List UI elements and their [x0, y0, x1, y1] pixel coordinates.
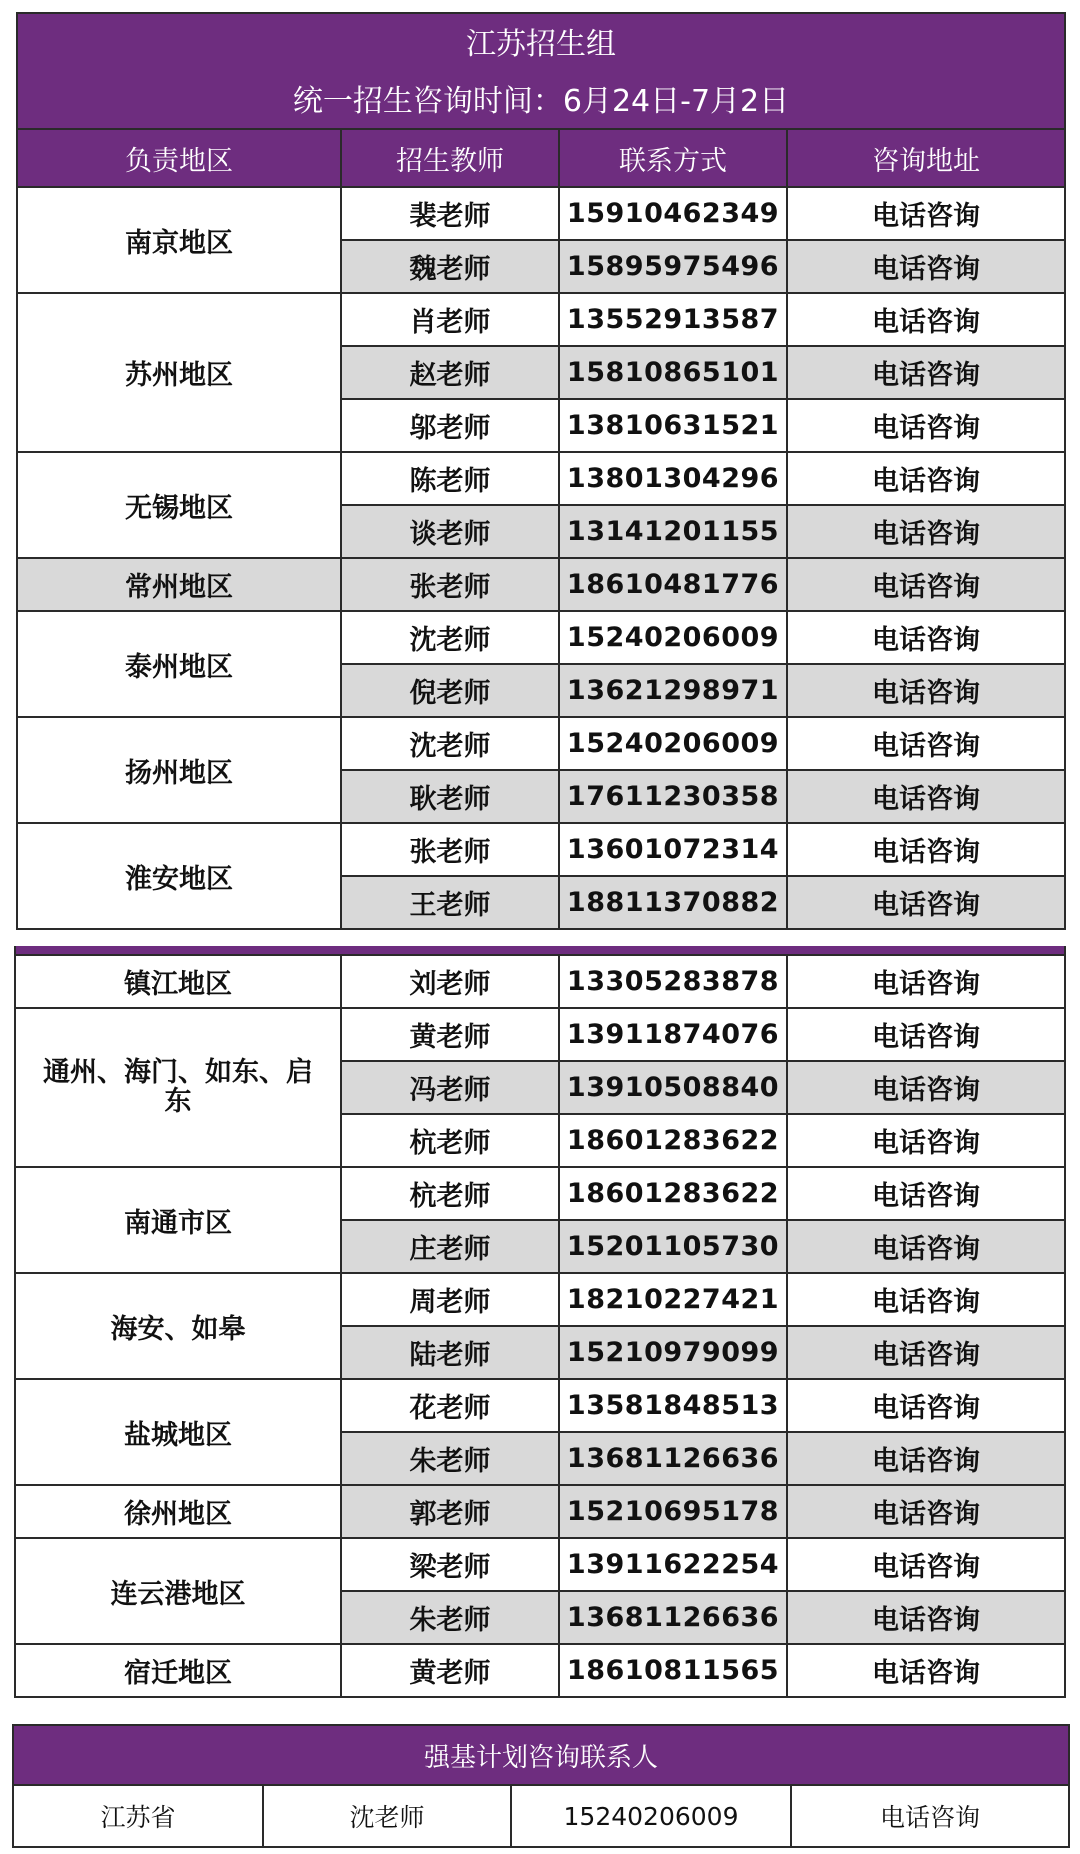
region-cell: 连云港地区 [15, 1538, 341, 1644]
teacher-cell: 谈老师 [341, 505, 559, 558]
header-address: 咨询地址 [787, 129, 1065, 187]
address-cell: 电话咨询 [787, 611, 1065, 664]
strong-base-title-row [13, 1725, 1069, 1785]
phone-cell: 13911622254 [559, 1538, 787, 1591]
teacher-cell: 沈老师 [341, 611, 559, 664]
phone-cell: 18610811565 [559, 1644, 787, 1697]
phone-cell: 13801304296 [559, 452, 787, 505]
teacher-cell: 花老师 [341, 1379, 559, 1432]
teacher-cell: 郭老师 [341, 1485, 559, 1538]
table-row [17, 611, 1065, 664]
teacher-cell: 裴老师 [341, 187, 559, 240]
phone-cell: 15201105730 [559, 1220, 787, 1273]
region-cell: 苏州地区 [17, 293, 341, 452]
phone-cell: 13141201155 [559, 505, 787, 558]
address-cell: 电话咨询 [787, 240, 1065, 293]
region-cell: 泰州地区 [17, 611, 341, 717]
teacher-cell: 邬老师 [341, 399, 559, 452]
table-row [17, 558, 1065, 611]
address-cell: 电话咨询 [787, 1432, 1065, 1485]
address-cell: 电话咨询 [787, 876, 1065, 929]
address-cell: 电话咨询 [787, 1485, 1065, 1538]
strong-base-plan-table [12, 1724, 1070, 1848]
teacher-cell: 肖老师 [341, 293, 559, 346]
phone-cell: 13601072314 [559, 823, 787, 876]
table-row [17, 187, 1065, 240]
phone-cell: 15895975496 [559, 240, 787, 293]
teacher-cell: 陆老师 [341, 1326, 559, 1379]
teacher-cell: 刘老师 [341, 955, 559, 1008]
teacher-cell: 庄老师 [341, 1220, 559, 1273]
table-row [15, 955, 1065, 1008]
table-row [17, 717, 1065, 770]
address-cell: 电话咨询 [787, 1008, 1065, 1061]
region-cell: 宿迁地区 [15, 1644, 341, 1697]
teacher-cell: 魏老师 [341, 240, 559, 293]
region-cell: 海安、如皋 [15, 1273, 341, 1379]
address-cell: 电话咨询 [787, 399, 1065, 452]
phone-cell: 17611230358 [559, 770, 787, 823]
region-cell: 南京地区 [17, 187, 341, 293]
region-cell: 扬州地区 [17, 717, 341, 823]
phone-cell: 13810631521 [559, 399, 787, 452]
address-cell: 电话咨询 [787, 452, 1065, 505]
header-region: 负责地区 [17, 129, 341, 187]
phone-cell: 13681126636 [559, 1432, 787, 1485]
table-row [15, 1485, 1065, 1538]
address-cell: 电话咨询 [787, 1591, 1065, 1644]
teacher-cell: 耿老师 [341, 770, 559, 823]
table-subtitle: 统一招生咨询时间：6月24日-7月2日 [17, 68, 1065, 129]
teacher-cell: 梁老师 [341, 1538, 559, 1591]
phone-cell: 15240206009 [559, 717, 787, 770]
address-cell: 电话咨询 [787, 1061, 1065, 1114]
phone-cell: 13681126636 [559, 1591, 787, 1644]
phone-cell: 13911874076 [559, 1008, 787, 1061]
subtitle-row [17, 68, 1065, 129]
phone-cell: 15210979099 [559, 1326, 787, 1379]
address-cell: 电话咨询 [787, 1167, 1065, 1220]
phone-cell: 13552913587 [559, 293, 787, 346]
address-cell: 电话咨询 [787, 1379, 1065, 1432]
address-cell: 电话咨询 [787, 346, 1065, 399]
region-cell: 镇江地区 [15, 955, 341, 1008]
address-cell: 电话咨询 [787, 1644, 1065, 1697]
teacher-cell: 倪老师 [341, 664, 559, 717]
teacher-cell: 杭老师 [341, 1167, 559, 1220]
address-cell: 电话咨询 [787, 505, 1065, 558]
address-cell: 电话咨询 [787, 293, 1065, 346]
address-cell: 电话咨询 [787, 770, 1065, 823]
teacher-cell: 张老师 [341, 823, 559, 876]
phone-cell: 15240206009 [511, 1785, 791, 1847]
table-row [15, 1008, 1065, 1061]
table-row [17, 293, 1065, 346]
phone-cell: 18210227421 [559, 1273, 787, 1326]
address-cell: 电话咨询 [787, 1114, 1065, 1167]
phone-cell: 13910508840 [559, 1061, 787, 1114]
region-cell: 无锡地区 [17, 452, 341, 558]
table-row [15, 1644, 1065, 1697]
region-cell: 通州、海门、如东、启东 [15, 1008, 341, 1167]
table-row [15, 1167, 1065, 1220]
header-row [17, 129, 1065, 187]
teacher-cell: 杭老师 [341, 1114, 559, 1167]
address-cell: 电话咨询 [787, 955, 1065, 1008]
region-cell: 徐州地区 [15, 1485, 341, 1538]
admissions-contact-table-continued [14, 946, 1066, 1698]
region-cell: 江苏省 [13, 1785, 263, 1847]
teacher-cell: 黄老师 [341, 1008, 559, 1061]
teacher-cell: 赵老师 [341, 346, 559, 399]
teacher-cell: 冯老师 [341, 1061, 559, 1114]
teacher-cell: 朱老师 [341, 1432, 559, 1485]
phone-cell: 18601283622 [559, 1114, 787, 1167]
strong-base-row [13, 1785, 1069, 1847]
address-cell: 电话咨询 [787, 1220, 1065, 1273]
address-cell: 电话咨询 [787, 558, 1065, 611]
teacher-cell: 陈老师 [341, 452, 559, 505]
teacher-cell: 沈老师 [263, 1785, 511, 1847]
table-row [15, 1273, 1065, 1326]
phone-cell: 15240206009 [559, 611, 787, 664]
address-cell: 电话咨询 [787, 1538, 1065, 1591]
phone-cell: 18610481776 [559, 558, 787, 611]
purple-divider [15, 946, 1065, 955]
phone-cell: 13305283878 [559, 955, 787, 1008]
address-cell: 电话咨询 [787, 823, 1065, 876]
phone-cell: 15910462349 [559, 187, 787, 240]
teacher-cell: 周老师 [341, 1273, 559, 1326]
phone-cell: 15810865101 [559, 346, 787, 399]
teacher-cell: 张老师 [341, 558, 559, 611]
address-cell: 电话咨询 [787, 717, 1065, 770]
address-cell: 电话咨询 [787, 1326, 1065, 1379]
table-title: 江苏招生组 [17, 13, 1065, 68]
phone-cell: 18811370882 [559, 876, 787, 929]
admissions-contact-table [16, 12, 1066, 930]
table-row [15, 1538, 1065, 1591]
strong-base-title: 强基计划咨询联系人 [13, 1725, 1069, 1785]
address-cell: 电话咨询 [787, 187, 1065, 240]
table-row [17, 823, 1065, 876]
phone-cell: 18601283622 [559, 1167, 787, 1220]
address-cell: 电话咨询 [787, 1273, 1065, 1326]
phone-cell: 13621298971 [559, 664, 787, 717]
region-cell: 常州地区 [17, 558, 341, 611]
region-cell: 淮安地区 [17, 823, 341, 929]
teacher-cell: 沈老师 [341, 717, 559, 770]
teacher-cell: 黄老师 [341, 1644, 559, 1697]
table-row [15, 1379, 1065, 1432]
address-cell: 电话咨询 [791, 1785, 1069, 1847]
address-cell: 电话咨询 [787, 664, 1065, 717]
region-cell: 盐城地区 [15, 1379, 341, 1485]
header-teacher: 招生教师 [341, 129, 559, 187]
phone-cell: 13581848513 [559, 1379, 787, 1432]
header-contact: 联系方式 [559, 129, 787, 187]
region-cell: 南通市区 [15, 1167, 341, 1273]
teacher-cell: 朱老师 [341, 1591, 559, 1644]
teacher-cell: 王老师 [341, 876, 559, 929]
table-row [17, 452, 1065, 505]
phone-cell: 15210695178 [559, 1485, 787, 1538]
title-row [17, 13, 1065, 68]
